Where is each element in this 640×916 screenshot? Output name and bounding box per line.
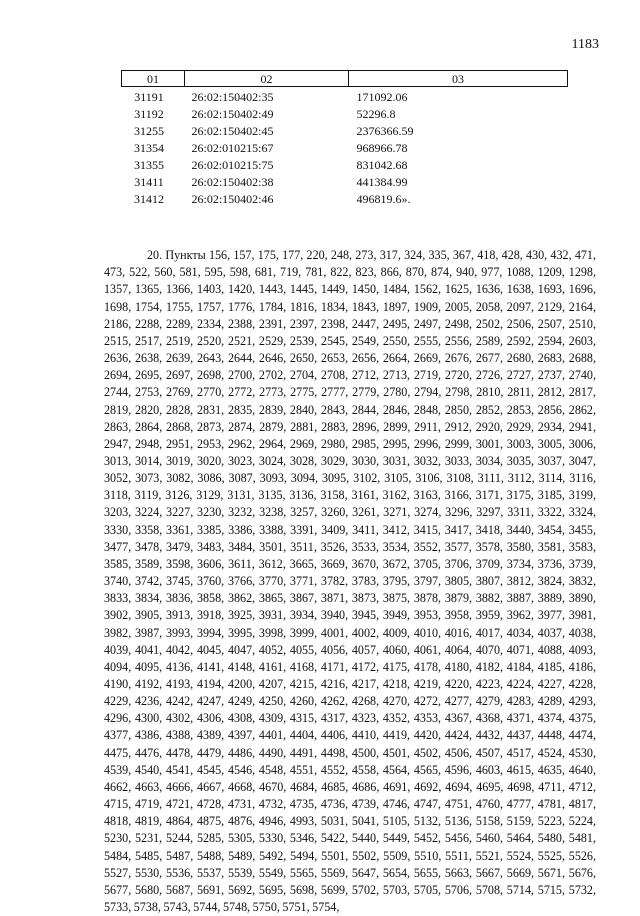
amendment-paragraph: 20. Пункты 156, 157, 175, 177, 220, 248, 273, 317, 324, 335, 367, 418, 428, 430, 432, 471, 473, 522, 560, 581, 595, 598, 681, 719, 781, 822, 823, 866, 870, 874, 940, 977, 1088, 1209, 1298, 1357, 1365, 1366, 1403, 1420, 1443, 1445, 1449, 1450, 1484, 1562, 1625, 1636, 1638, 1693, 1696, 1698, 1754, 1755, 1757, 1776, 1784, 1816, 1834, 1843, 1897, 1909, 2005, 2058, 2097, 2129, 2164, 2186, 2288, 2289, 2334, 2388, 2391, 2397, 2398, 2447, 2495, 2497, 2498, 2502, 2506, 2507, 2510, 2515, 2517, 2519, 2520, 2521, 2529, 2539, 2545, 2549, 2550, 2555, 2556, 2589, 2592, 2594, 2603, 2636, 2638, 2639, 2643, 2644, 2646, 2650, 2653, 2656, 2664, 2669, 2676, 2677, 2680, 2683, 2688, 2694, 2695, 2697, 2698, 2700, 2702, 2704, 2708, 2712, 2713, 2719, 2720, 2726, 2727, 2737, 2740, 2744, 2753, 2769, 2770, 2772, 2773, 2775, 2777, 2779, 2780, 2794, 2798, 2810, 2811, 2812, 2817, 2819, 2820, 2828, 2831, 2835, 2839, 2840, 2843, 2844, 2846, 2848, 2850, 2852, 2853, 2856, 2862, 2863, 2864, 2868, 2873, 2874, 2879, 2881, 2883, 2896, 2899, 2911, 2912, 2920, 2929, 2934, 2941, 2947, 2948, 2951, 2953, 2962, 2964, 2969, 2980, 2985, 2995, 2996, 2999, 3001, 3003, 3005, 3006, 3013, 3014, 3019, 3020, 3023, 3024, 3028, 3029, 3030, 3031, 3032, 3033, 3034, 3035, 3037, 3047, 3052, 3073, 3082, 3086, 3087, 3093, 3094, 3095, 3102, 3105, 3106, 3108, 3111, 3112, 3114, 3116, 3118, 3119, 3126, 3129, 3131, 3135, 3136, 3158, 3161, 3162, 3163, 3166, 3171, 3175, 3185, 3199, 3203, 3224, 3227, 3230, 3232, 3238, 3257, 3260, 3261, 3271, 3274, 3296, 3297, 3311, 3322, 3324, 3330, 3358, 3361, 3385, 3386, 3388, 3391, 3409, 3411, 3412, 3415, 3417, 3418, 3440, 3454, 3455, 3477, 3478, 3479, 3483, 3484, 3501, 3511, 3526, 3533, 3534, 3552, 3577, 3578, 3580, 3581, 3583, 3585, 3589, 3598, 3606, 3611, 3612, 3665, 3669, 3670, 3672, 3705, 3706, 3709, 3734, 3736, 3739, 3740, 3742, 3745, 3760, 3766, 3770, 3771, 3782, 3783, 3795, 3797, 3805, 3807, 3812, 3824, 3832, 3833, 3834, 3836, 3858, 3862, 3865, 3867, 3871, 3873, 3875, 3878, 3879, 3882, 3887, 3889, 3890, 3902, 3905, 3913, 3918, 3925, 3931, 3934, 3940, 3945, 3949, 3953, 3958, 3959, 3962, 3977, 3981, 3982, 3987, 3993, 3994, 3995, 3998, 3999, 4001, 4002, 4009, 4010, 4016, 4017, 4034, 4037, 4038, 4039, 4041, 4042, 4045, 4047, 4052, 4055, 4056, 4057, 4060, 4061, 4064, 4070, 4071, 4088, 4093, 4094, 4095, 4136, 4141, 4148, 4161, 4168, 4171, 4172, 4175, 4178, 4180, 4182, 4184, 4185, 4186, 4190, 4192, 4193, 4194, 4200, 4207, 4215, 4216, 4217, 4218, 4219, 4220, 4223, 4224, 4227, 4228, 4229, 4236, 4242, 4247, 4249, 4250, 4260, 4262, 4268, 4270, 4272, 4277, 4279, 4283, 4289, 4293, 4296, 4300, 4302, 4306, 4308, 4309, 4315, 4317, 4323, 4352, 4353, 4367, 4368, 4371, 4374, 4375, 4377, 4386, 4388, 4389, 4397, 4401, 4404, 4406, 4410, 4419, 4420, 4424, 4432, 4437, 4448, 4474, 4475, 4476, 4478, 4479, 4486, 4490, 4491, 4498, 4500, 4501, 4502, 4506, 4507, 4517, 4524, 4530, 4539, 4540, 4541, 4545, 4546, 4548, 4551, 4552, 4558, 4564, 4565, 4596, 4603, 4615, 4635, 4640, 4662, 4663, 4666, 4667, 4668, 4670, 4684, 4685, 4686, 4691, 4692, 4694, 4695, 4698, 4711, 4712, 4715, 4719, 4721, 4728, 4731, 4732, 4735, 4736, 4739, 4746, 4747, 4751, 4760, 4777, 4781, 4817, 4818, 4819, 4864, 4875, 4876, 4946, 4993, 5031, 5041, 5105, 5132, 5136, 5158, 5159, 5223, 5224, 5230, 5231, 5244, 5285, 5305, 5330, 5346, 5422, 5440, 5449, 5452, 5456, 5460, 5464, 5480, 5481, 5484, 5485, 5487, 5488, 5489, 5492, 5494, 5501, 5502, 5509, 5510, 5511, 5521, 5524, 5525, 5526, 5527, 5530, 5536, 5537, 5539, 5549, 5565, 5569, 5647, 5654, 5655, 5663, 5667, 5669, 5671, 5676, 5677, 5680, 5687, 5691, 5692, 5695, 5698, 5699, 5702, 5703, 5705, 5706, 5708, 5714, 5715, 5732, 5733, 5738, 5743, 5744, 5748, 5750, 5751, 5754,: [104, 248, 596, 915]
table-cell: 31412: [134, 192, 164, 206]
table-cell: 31255: [134, 124, 164, 138]
table-cell: 52296.8: [356, 107, 396, 121]
table-cell: 26:02:010215:75: [191, 158, 274, 172]
column-header: 03: [349, 71, 568, 87]
table-cell: 31354: [134, 141, 164, 155]
table-cell: 26:02:150402:46: [191, 192, 274, 206]
table-cell: 26:02:150402:49: [191, 107, 274, 121]
table-cell: 26:02:150402:45: [191, 124, 274, 138]
table-row: [122, 191, 568, 208]
table-cell: 31355: [134, 158, 164, 172]
table-cell: 31411: [134, 175, 164, 189]
table-cell: 31192: [134, 107, 164, 121]
data-table: [121, 70, 568, 208]
table-row: [122, 140, 568, 157]
table-row: [122, 87, 568, 107]
page-number: 1183: [571, 37, 599, 52]
table-row: [122, 123, 568, 140]
table-row: [122, 174, 568, 191]
table-cell: 26:02:150402:38: [191, 175, 274, 189]
table-cell: 31191: [134, 90, 164, 104]
table-row: [122, 106, 568, 123]
table-cell: 441384.99: [356, 175, 408, 189]
table-cell: 26:02:010215:67: [191, 141, 274, 155]
table-header-row: [122, 71, 568, 87]
table-cell: 831042.68: [356, 158, 408, 172]
table-cell: 171092.06: [356, 90, 408, 104]
column-header: 01: [122, 71, 185, 87]
table-cell: 26:02:150402:35: [191, 90, 274, 104]
table-cell: 968966.78: [356, 141, 408, 155]
column-header: 02: [185, 71, 349, 87]
table-cell: 2376366.59: [356, 124, 414, 138]
table-cell: 496819.6».: [356, 192, 411, 206]
table-row: [122, 157, 568, 174]
